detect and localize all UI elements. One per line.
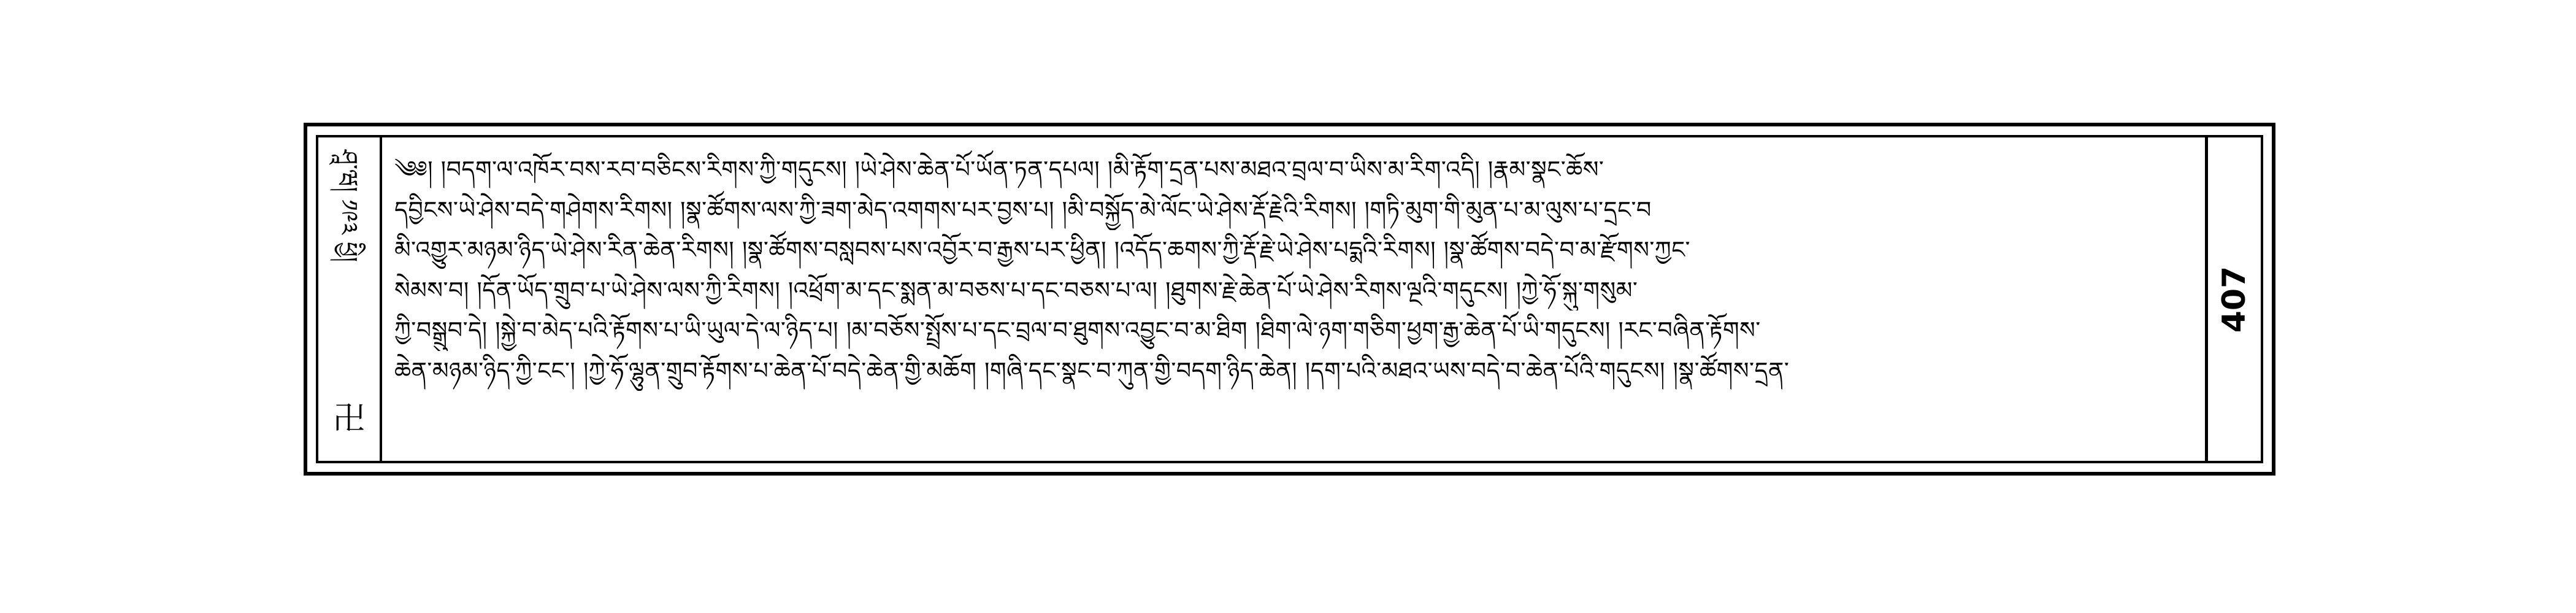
text-line: དབྱིངས་ཡེ་ཤེས་བདེ་གཤེགས་རིགས། །སྣ་ཚོགས་ལས་ཀྱི་ཟག་མེད་འགགས་པར་བྱས་པ། །མི་བསྐྱོད་མེ་ལོང་ཡེ་ཤེས་རྡོ་རྗེའི་རིགས། །གཏི་མུག་གི་མུན་པ་མ་ལུས་པ་དྲང་བ [394, 196, 1652, 223]
text-line: ཆེན་མཉམ་ཉིད་ཀྱི་ངང་། །ཀྱེ་ཧོ་ལྷུན་གྲུབ་རྟོགས་པ་ཆེན་པོ་བདེ་ཆེན་གྱི་མཆོག །གཞི་དང་སྣང་བ་ཀུན་གྱི་བདག་ཉིད་ཆེན། །དག་པའི་མཐའ་ཡས་བདེ་བ་ཆེན་པོའི་གདུངས། །སྣ་ཚོགས་དྲན་ [394, 357, 1790, 384]
text-line: མི་འགྱུར་མཉམ་ཉིད་ཡེ་ཤེས་རིན་ཆེན་རིགས། །སྣ་ཚོགས་བསླབས་པས་འབྱོར་བ་རྒྱས་པར་ཕྱིན། །འདོད་ཆགས་ཀྱི་རྡོ་རྗེ་ཡེ་ཤེས་པདྨའི་རིགས། །སྣ་ཚོགས་བདེ་བ་མ་རྫོགས་ཀྱང་ [394, 236, 1690, 263]
text-body [394, 150, 2192, 450]
swastika-mark: 卍 [332, 401, 366, 438]
left-margin [318, 137, 382, 461]
margin-label: ཤཱ་ཝ། ༡༩༣ ཕྱི། [335, 150, 362, 262]
folio-frame [316, 135, 2263, 463]
page-number: 407 [2216, 266, 2253, 333]
right-margin [2205, 137, 2261, 461]
pecha-folio [304, 123, 2275, 476]
text-line: སེམས་བ། །དོན་ཡོད་གྲུབ་པ་ཡེ་ཤེས་ལས་ཀྱི་རིགས། །འཕྲོག་མ་དང་སྨན་མ་བཅས་པ་དང་བཅས་པ་ལ། །ཐུགས་རྗེ་ཆེན་པོ་ཡེ་ཤེས་རིགས་ལྔའི་གདུངས། །ཀྱེ་ཧོ་སྐུ་གསུམ་ [394, 276, 1638, 304]
text-line: ཀྱི་བསྒྲུབ་དེ། །སྐྱེ་བ་མེད་པའི་རྟོགས་པ་ཡི་ཡུལ་དེ་ལ་ཉིད་པ། །མ་བཅོས་སྤྲོས་པ་དང་བྲལ་བ་ཐུགས་འབྱུང་བ་མ་ཐིག །ཐིག་ལེ་ཉག་གཅིག་ཕྱག་རྒྱ་ཆེན་པོ་ཡི་གདུངས། །རང་བཞིན་རྟོགས་ [394, 317, 1761, 344]
text-line: ༄༅། །བདག་ལ་འཁོར་བས་རབ་བཅིངས་རིགས་ཀྱི་གདུངས། །ཡེ་ཤེས་ཆེན་པོ་ཡོན་ཏན་དཔལ། །མི་རྟོག་དྲན་པས་མཐའ་བྲལ་བ་ཡིས་མ་རིག་འདི། །རྣམ་སྣང་ཆོས་ [394, 156, 1604, 183]
